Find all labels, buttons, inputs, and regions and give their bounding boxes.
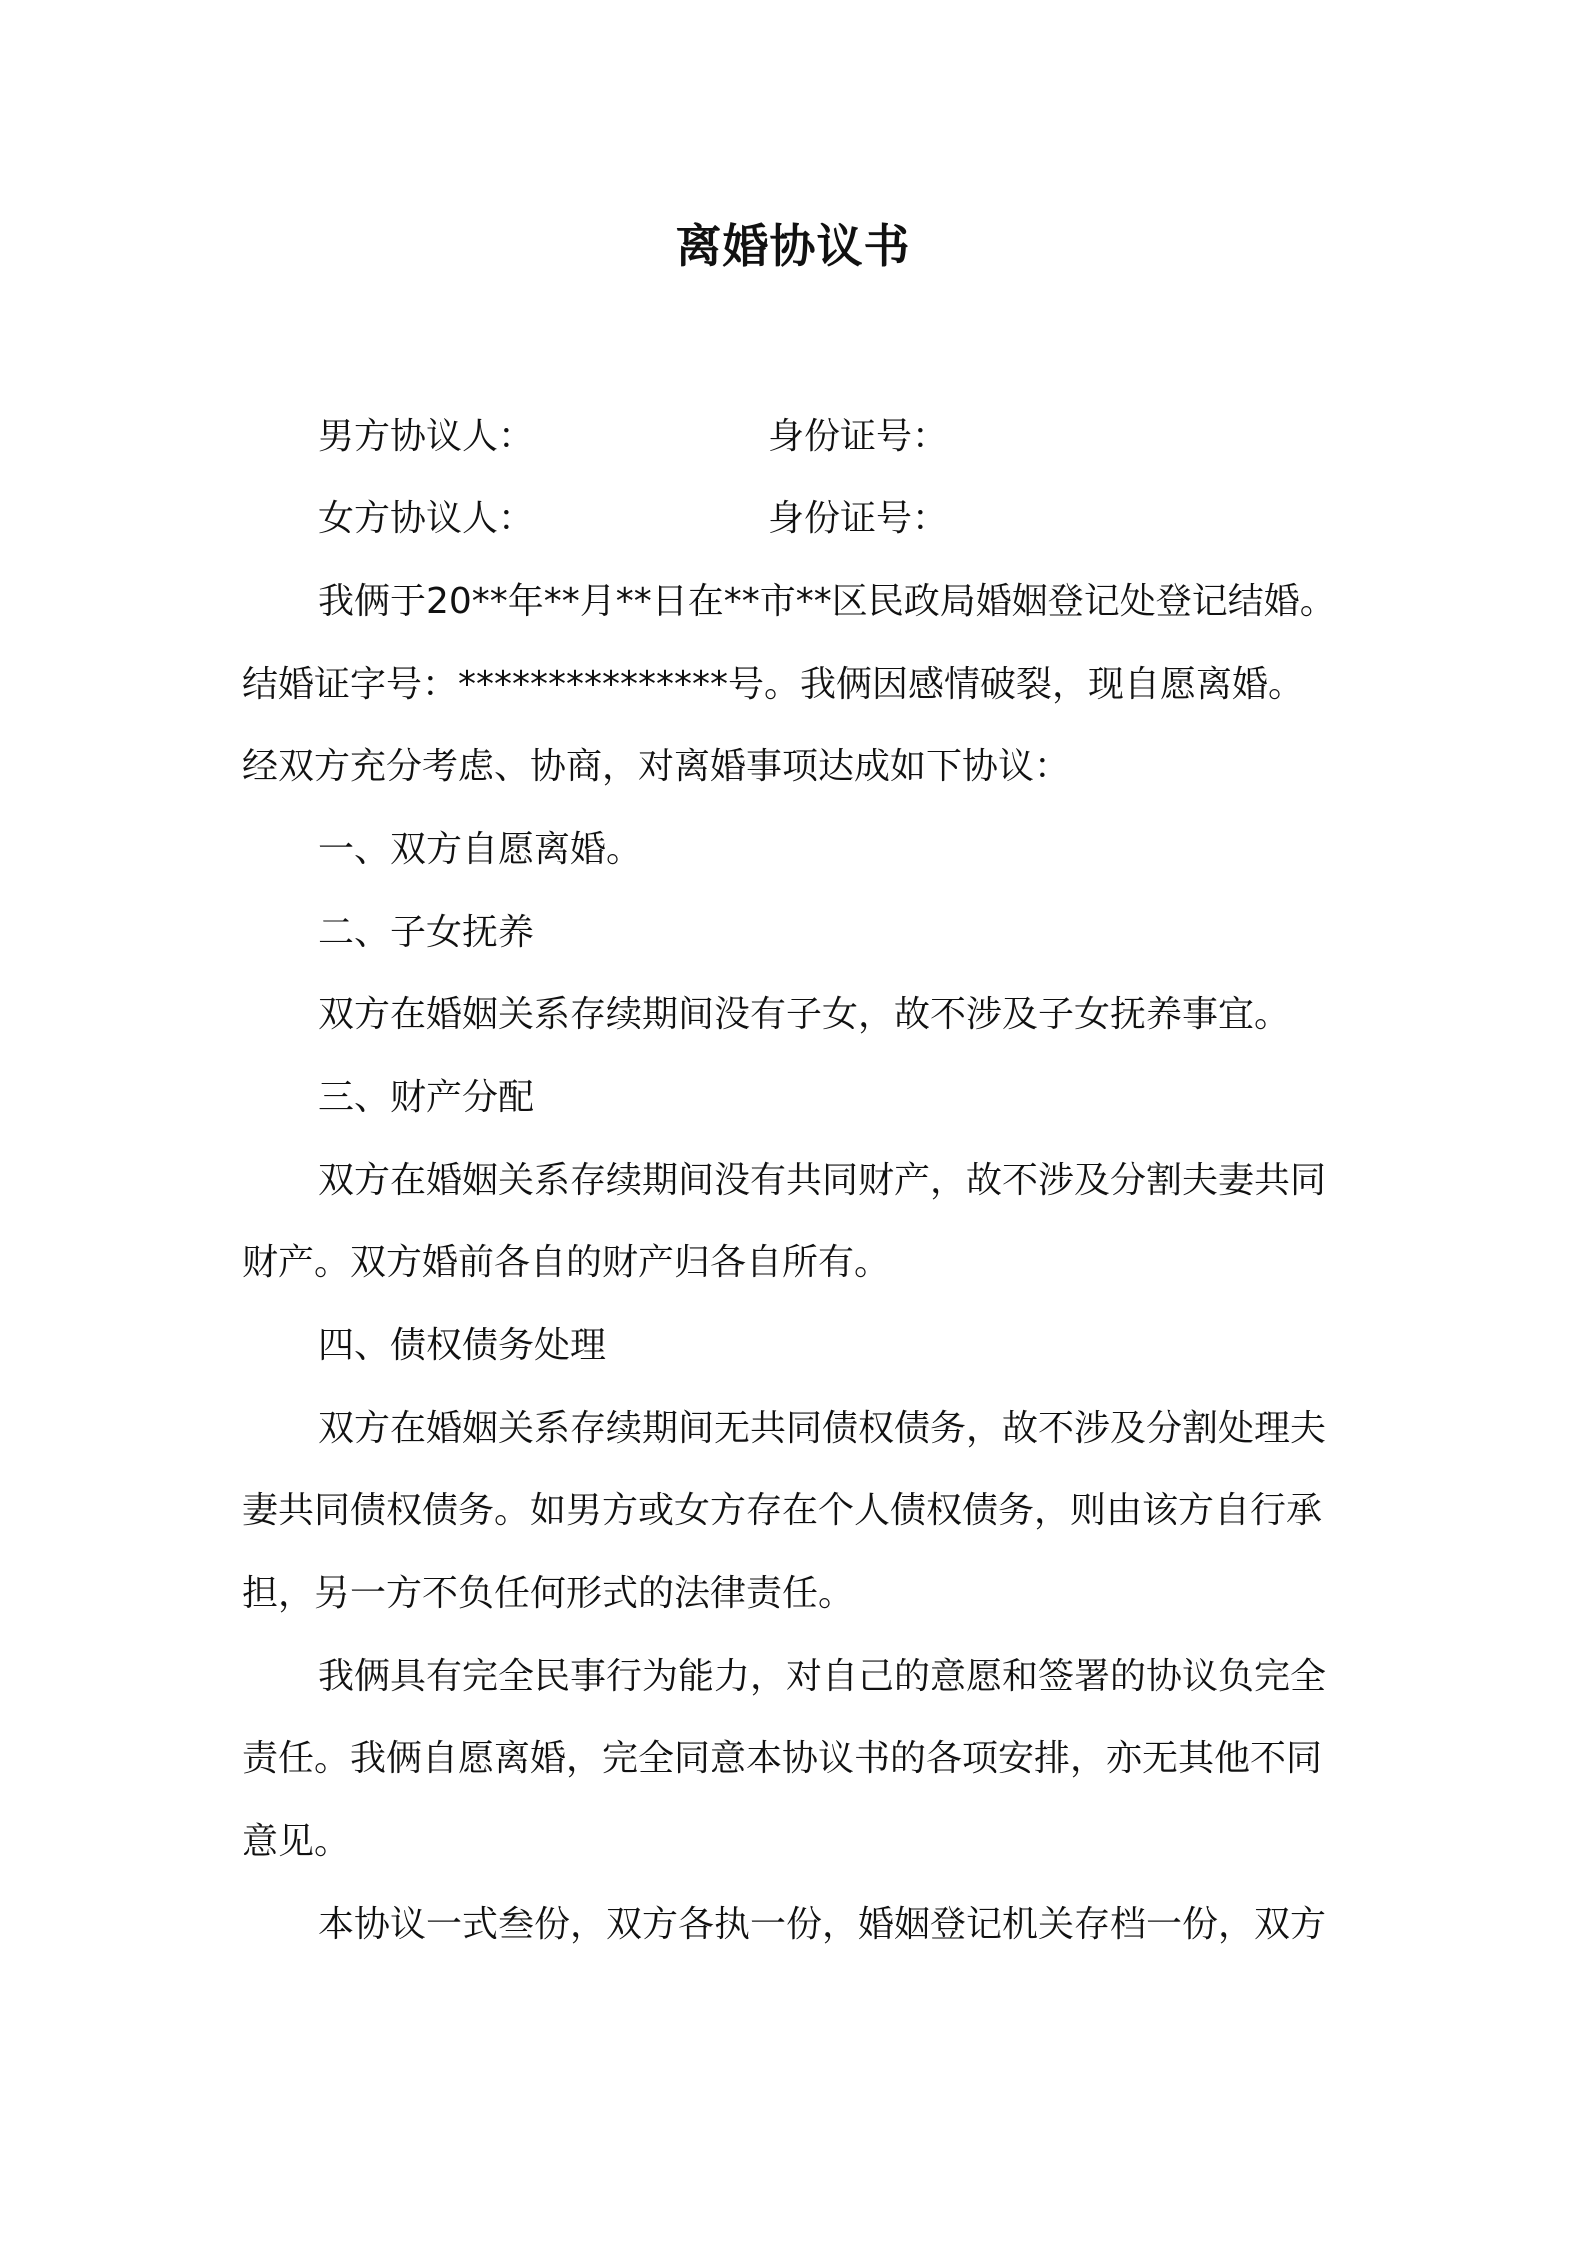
male-id-label: 身份证号：	[768, 416, 949, 457]
paragraph-line: 我俩于20**年**月**日在**市**区民政局婚姻登记处登记结婚。	[318, 581, 1336, 622]
paragraph-line: 本协议一式叁份，双方各执一份，婚姻登记机关存档一份，双方	[318, 1904, 1327, 1945]
section-heading: 二、子女抚养	[318, 912, 535, 953]
paragraph-line: 责任。我俩自愿离婚，完全同意本协议书的各项安排，亦无其他不同	[242, 1738, 1323, 1779]
paragraph-line: 担，另一方不负任何形式的法律责任。	[242, 1573, 855, 1614]
paragraph-line: 我俩具有完全民事行为能力，对自己的意愿和签署的协议负完全	[318, 1656, 1327, 1697]
paragraph-line: 双方在婚姻关系存续期间没有共同财产，故不涉及分割夫妻共同	[318, 1160, 1327, 1201]
section-heading: 四、债权债务处理	[318, 1325, 607, 1366]
paragraph-line: 经双方充分考虑、协商，对离婚事项达成如下协议：	[242, 746, 1071, 787]
section-heading: 三、财产分配	[318, 1077, 535, 1118]
paragraph-line: 妻共同债权债务。如男方或女方存在个人债权债务，则由该方自行承	[242, 1490, 1323, 1531]
paragraph-line: 双方在婚姻关系存续期间没有子女，故不涉及子女抚养事宜。	[318, 994, 1291, 1035]
paragraph-line: 结婚证字号：***************号。我俩因感情破裂，现自愿离婚。	[242, 664, 1305, 705]
paragraph-line: 财产。双方婚前各自的财产归各自所有。	[242, 1242, 891, 1283]
male-party-label: 男方协议人：	[318, 416, 535, 457]
female-id-label: 身份证号：	[768, 498, 949, 539]
female-party-label: 女方协议人：	[318, 498, 535, 539]
document-title: 离婚协议书	[675, 219, 911, 273]
section-heading: 一、双方自愿离婚。	[318, 829, 643, 870]
paragraph-line: 双方在婚姻关系存续期间无共同债权债务，故不涉及分割处理夫	[318, 1408, 1327, 1449]
paragraph-line: 意见。	[242, 1821, 351, 1862]
